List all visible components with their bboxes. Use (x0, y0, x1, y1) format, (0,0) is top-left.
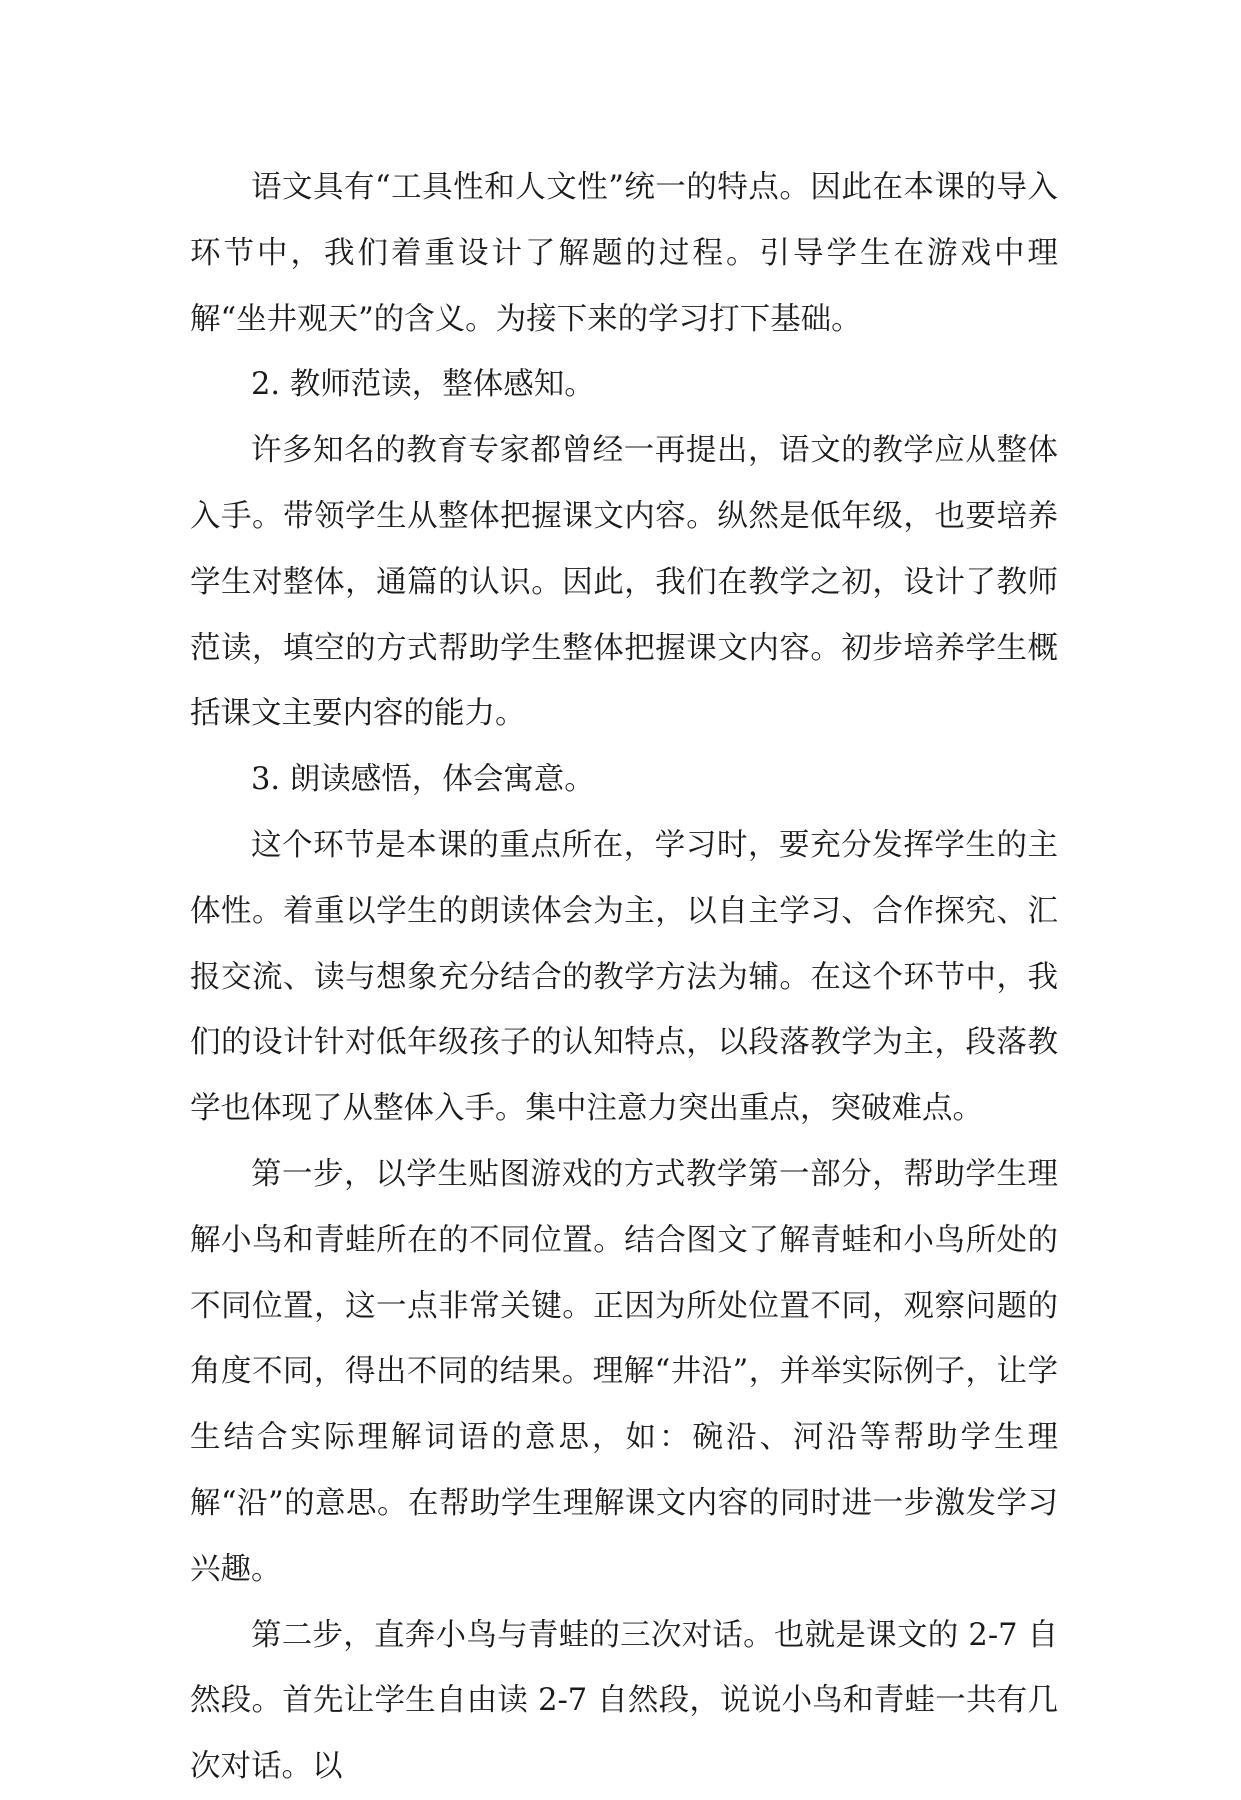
paragraph-teacher-reading: 许多知名的教育专家都曾经一再提出，语文的教学应从整体入手。带领学生从整体把握课文内容。纵然是低年级，也要培养学生对整体，通篇的认识。因此，我们在教学之初，设计了教师范读，填空的方式帮助学生整体把握课文内容。初步培养学生概括课文主要内容的能力。 (190, 433, 1058, 732)
document-body (190, 155, 1058, 1800)
paragraph-step-one: 第一步，以学生贴图游戏的方式教学第一部分，帮助学生理解小鸟和青蛙所在的不同位置。结合图文了解青蛙和小鸟所处的不同位置，这一点非常关键。正因为所处位置不同，观察问题的角度不同，得出不同的结果。理解“井沿”，并举实际例子，让学生结合实际理解词语的意思，如：碗沿、河沿等帮助学生理解“沿”的意思。在帮助学生理解课文内容的同时进一步激发学习兴趣。 (190, 1156, 1058, 1587)
paragraph-intro-design: 语文具有“工具性和人文性”统一的特点。因此在本课的导入环节中，我们着重设计了解题的过程。引导学生在游戏中理解“坐井观天”的含义。为接下来的学习打下基础。 (190, 170, 1058, 337)
paragraph-reading-comprehension: 这个环节是本课的重点所在，学习时，要充分发挥学生的主体性。着重以学生的朗读体会为主，以自主学习、合作探究、汇报交流、读与想象充分结合的教学方法为辅。在这个环节中，我们的设计针对低年级孩子的认知特点，以段落教学为主，段落教学也体现了从整体入手。集中注意力突出重点，突破难点。 (190, 827, 1058, 1127)
section-heading-teacher-reading: 2. 教师范读，整体感知。 (251, 367, 595, 403)
paragraph-step-two: 第二步，直奔小鸟与青蛙的三次对话。也就是课文的 2-7 自然段。首先让学生自由读 2-7 自然段，说说小鸟和青蛙一共有几次对话。以 (190, 1617, 1058, 1785)
section-heading-reading-comprehension: 3. 朗读感悟，体会寓意。 (251, 762, 595, 798)
